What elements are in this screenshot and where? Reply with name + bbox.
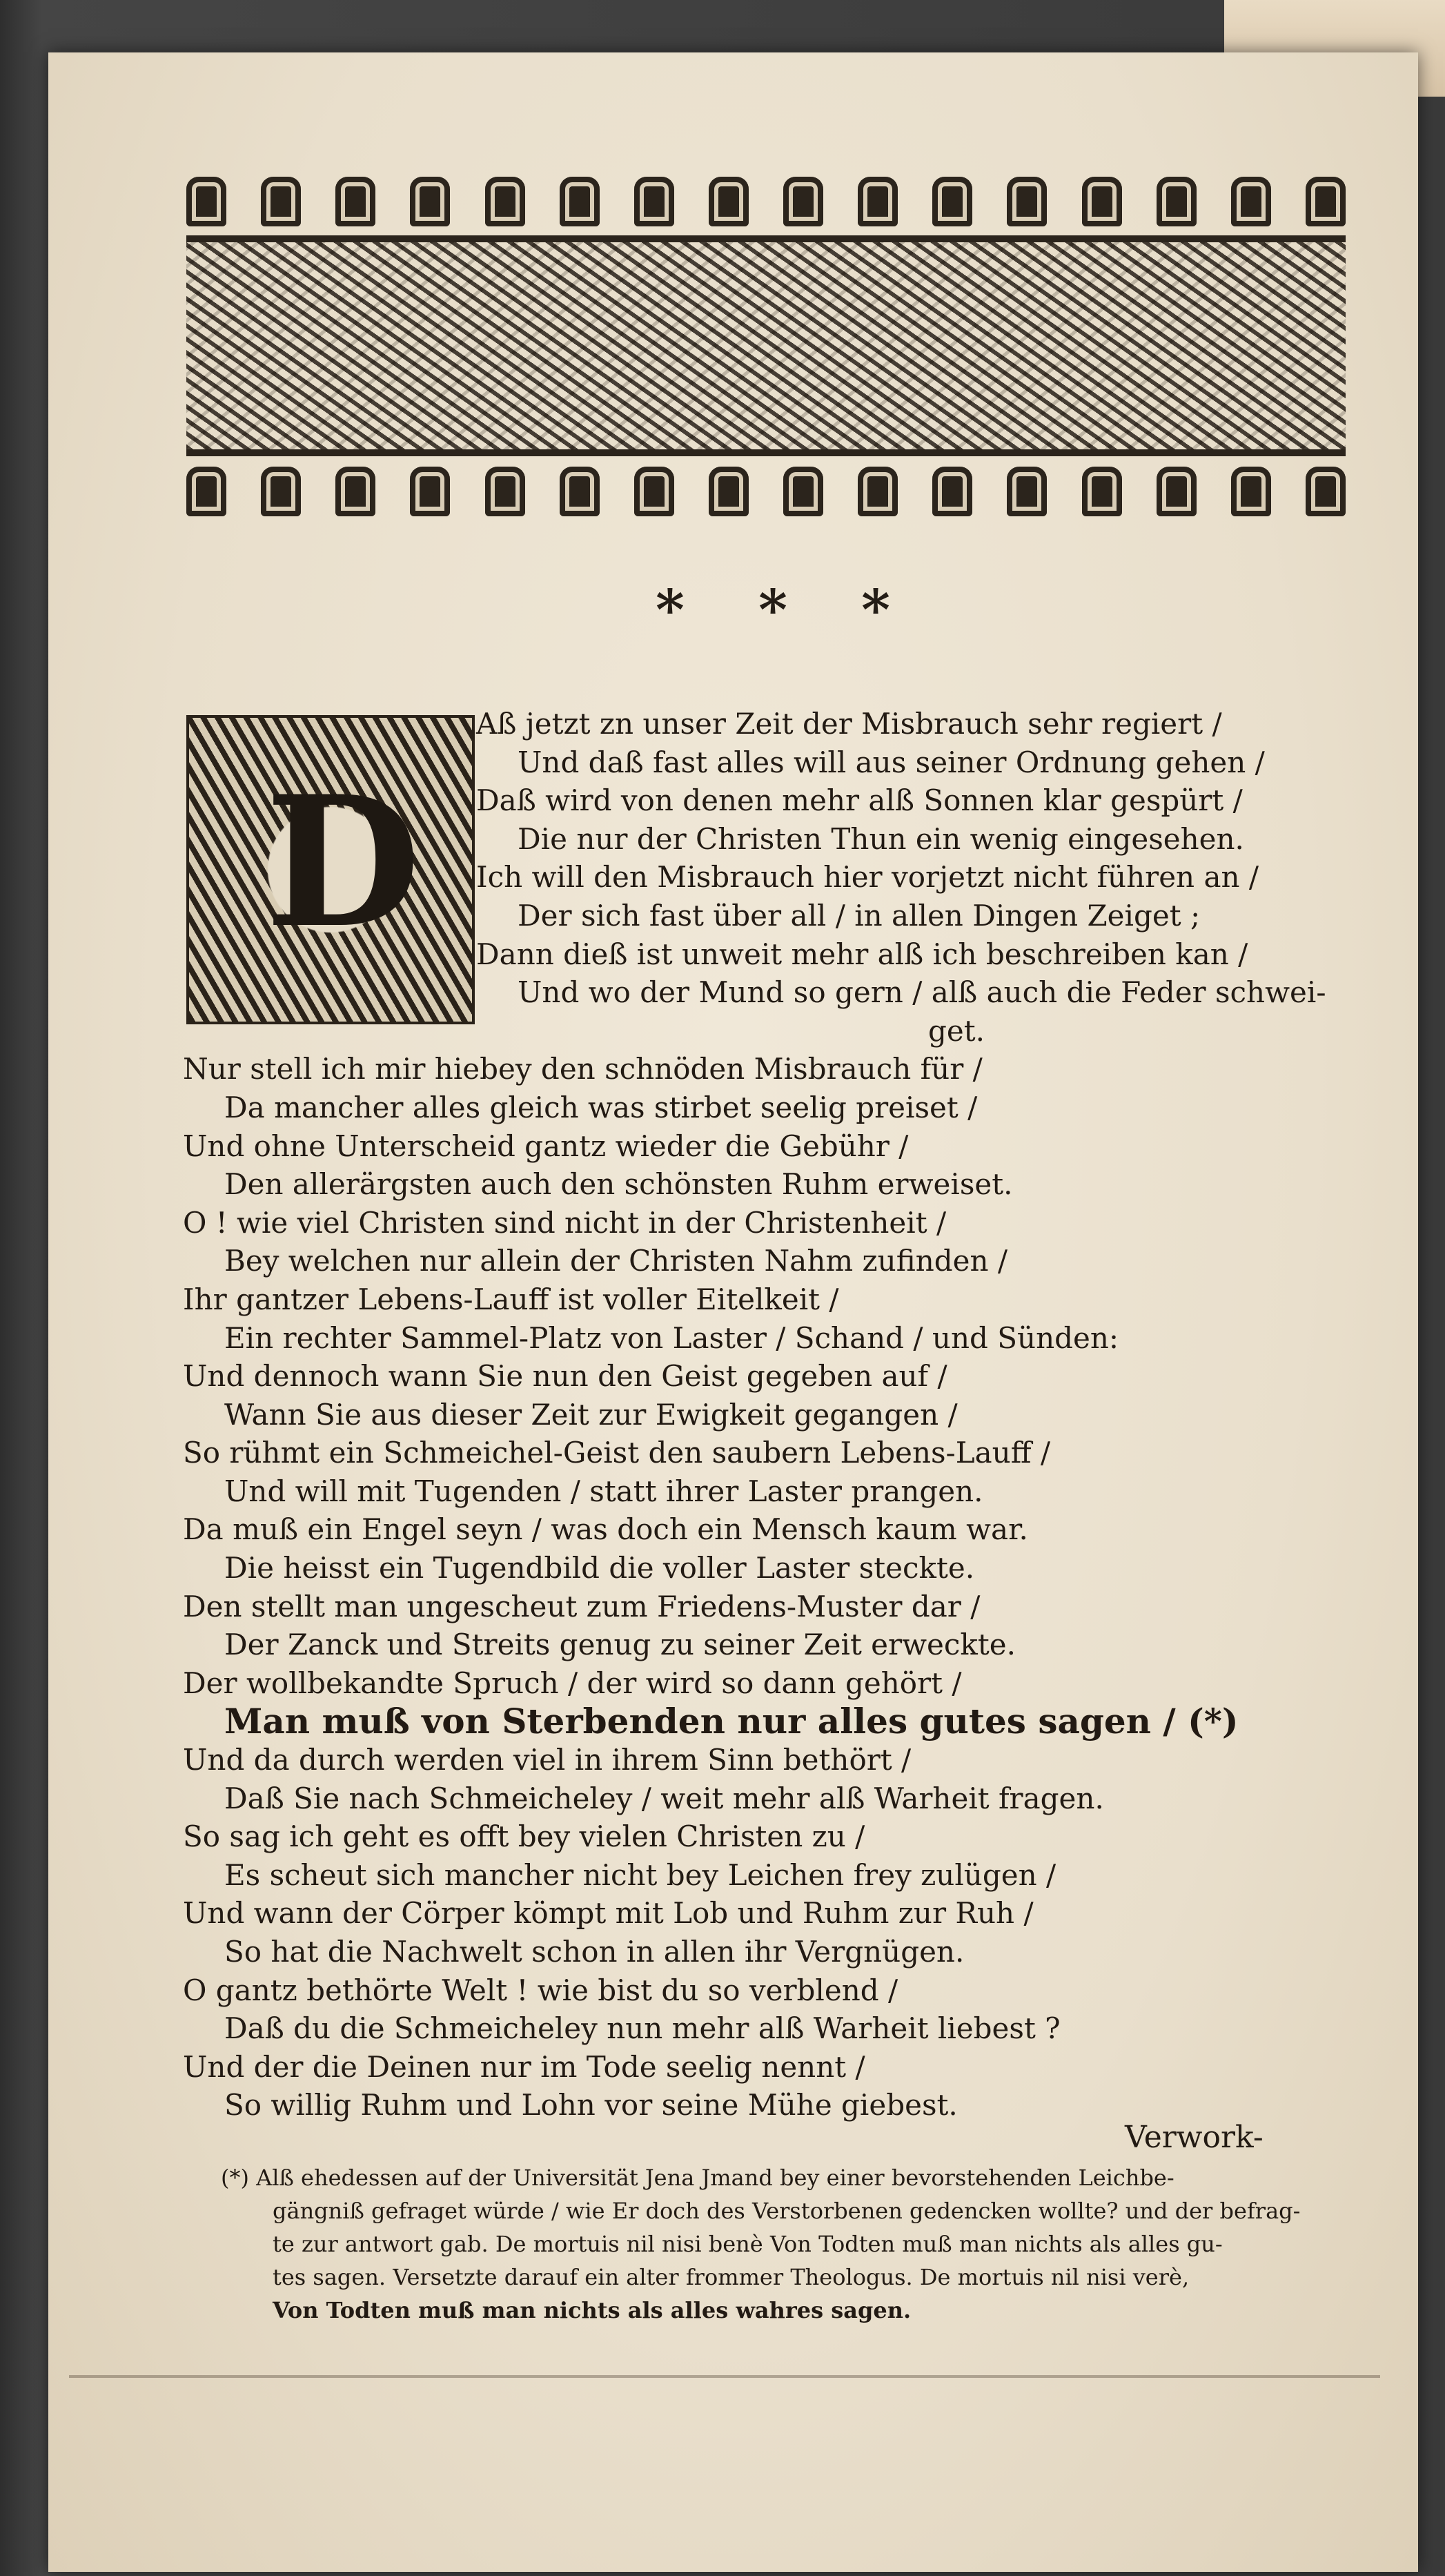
asterisk-divider [656,577,890,642]
ornament-tile [709,467,749,516]
ornament-tile [932,467,972,516]
poem-line: Und da durch werden viel in ihrem Sinn bethört / [183,1743,912,1777]
poem-line: Ihr gantzer Lebens-Lauff ist voller Eitelkeit / [183,1282,839,1316]
ornament-tile [1231,177,1271,226]
ornament-tile [261,467,301,516]
ornament-tile [1157,177,1197,226]
ornament-tile [560,467,600,516]
ornament-tile [1306,467,1346,516]
ornament-tile [783,467,823,516]
poem-line: Es scheut sich mancher nicht bey Leichen frey zulügen / [224,1857,1056,1892]
ornament-tile [560,177,600,226]
ornament-bottom-border [186,467,1346,516]
bottom-rule [69,2375,1380,2378]
poem-line: get. [928,1013,985,1048]
ornament-tile [1306,177,1346,226]
ornament-tile [1231,467,1271,516]
poem-line: So hat die Nachwelt schon in allen ihr Vergnügen. [224,1935,965,1969]
poem-line: Und ohne Unterscheid gantz wieder die Gebühr / [183,1129,909,1163]
initial-letter-glyph: D [265,757,421,968]
poem-line: Der wollbekandte Spruch / der wird so dann gehört / [183,1666,962,1700]
footnote-line: tes sagen. Versetzte darauf ein alter frommer Theologus. De mortuis nil nisi verè, [273,2264,1190,2290]
ornament-tile [1007,177,1047,226]
poem-line: Ich will den Misbrauch hier vorjetzt nicht führen an / [476,860,1259,895]
poem-text [183,705,1356,2125]
footnote-line: gängniß gefraget würde / wie Er doch des Verstorbenen gedencken wollte? und der befrag- [273,2198,1301,2224]
poem-line: Und wo der Mund so gern / alß auch die Feder schwei- [518,975,1326,1010]
poem-line: Den stellt man ungescheut zum Friedens-Muster dar / [183,1589,981,1623]
ornament-tile [186,177,226,226]
footnote-line: te zur antwort gab. De mortuis nil nisi benè Von Todten muß man nichts als alles gu- [273,2231,1223,2257]
ornament-tile [1082,177,1122,226]
poem-line-emphasis: Man muß von Sterbenden nur alles gutes sagen / (*) [224,1701,1239,1742]
poem-line: Und daß fast alles will aus seiner Ordnung gehen / [518,745,1265,779]
poem-line: Und will mit Tugenden / statt ihrer Laster prangen. [224,1474,983,1508]
poem-line: Und wann der Cörper kömpt mit Lob und Ruhm zur Ruh / [183,1896,1034,1931]
poem-line: Daß du die Schmeicheley nun mehr alß Warheit liebest ? [224,2011,1061,2046]
poem-line: Der Zanck und Streits genug zu seiner Zeit erweckte. [224,1628,1016,1662]
ornament-tile [335,467,375,516]
ornament-tile [1157,467,1197,516]
ornament-tile [858,467,898,516]
poem-line: Wann Sie aus dieser Zeit zur Ewigkeit gegangen / [224,1397,958,1432]
ornament-tile [1007,467,1047,516]
poem-line: Die nur der Christen Thun ein wenig eingesehen. [518,821,1244,856]
poem-line: Da mancher alles gleich was stirbet seelig preiset / [224,1090,978,1124]
ornament-top-border [186,177,1346,226]
asterisk: * [861,577,890,642]
poem-line: Daß Sie nach Schmeicheley / weit mehr alß Warheit fragen. [224,1781,1104,1815]
poem-line: So willig Ruhm und Lohn vor seine Mühe giebest. [224,2088,958,2123]
asterisk: * [656,577,685,642]
footnote-line: Von Todten muß man nichts als alles wahres sagen. [273,2297,912,2323]
poem-line: So sag ich geht es offt bey vielen Christen zu / [183,1819,865,1854]
poem-line: Der sich fast über all / in allen Dingen Zeiget ; [518,898,1201,933]
ornament-tile [634,467,674,516]
ornament-tile [783,177,823,226]
poem-line: Ein rechter Sammel-Platz von Laster / Schand / und Sünden: [224,1320,1119,1355]
poem-line: Die heisst ein Tugendbild die voller Laster steckte. [224,1551,975,1585]
poem-line: O ! wie viel Christen sind nicht in der Christenheit / [183,1205,947,1240]
poem-line: Bey welchen nur allein der Christen Nahm zufinden / [224,1244,1008,1278]
poem-line: Den allerärgsten auch den schönsten Ruhm erweiset. [224,1167,1013,1202]
ornament-tile [858,177,898,226]
poem-line: O gantz bethörte Welt ! wie bist du so verblend / [183,1973,898,2007]
ornament-tile [186,467,226,516]
ornament-tile [335,177,375,226]
poem-line: Dann dieß ist unweit mehr alß ich beschreiben kan / [476,937,1248,971]
poem-line: Da muß ein Engel seyn / was doch ein Mensch kaum war. [183,1512,1028,1547]
ornament-tile [485,177,525,226]
ornament-tile [410,177,450,226]
catchword: Verwork- [1125,2120,1264,2155]
footnote-line: (*) Alß ehedessen auf der Universität Jena Jmand bey einer bevorstehenden Leichbe- [221,2165,1174,2191]
ornament-tile [1082,467,1122,516]
ornament-tile [634,177,674,226]
page-sheet [48,52,1418,2572]
show-through-imprint [97,2441,1394,2479]
asterisk: * [758,577,787,642]
ornament-tile [709,177,749,226]
footnote [221,2161,1359,2327]
poem-line: Und dennoch wann Sie nun den Geist gegeben auf / [183,1359,947,1394]
poem-line: Nur stell ich mir hiebey den schnöden Misbrauch für / [183,1052,983,1086]
ornament-tile [261,177,301,226]
ornament-tile [485,467,525,516]
poem-line: So rühmt ein Schmeichel-Geist den saubern Lebens-Lauff / [183,1436,1051,1470]
poem-line: Aß jetzt zn unser Zeit der Misbrauch sehr regiert / [476,707,1222,741]
ornament-woodcut-band [186,235,1346,456]
poem-line: Und der die Deinen nur im Tode seelig nennt / [183,2049,865,2084]
ornament-tile [932,177,972,226]
poem-line: Daß wird von denen mehr alß Sonnen klar gespürt / [476,783,1243,818]
ornament-tile [410,467,450,516]
